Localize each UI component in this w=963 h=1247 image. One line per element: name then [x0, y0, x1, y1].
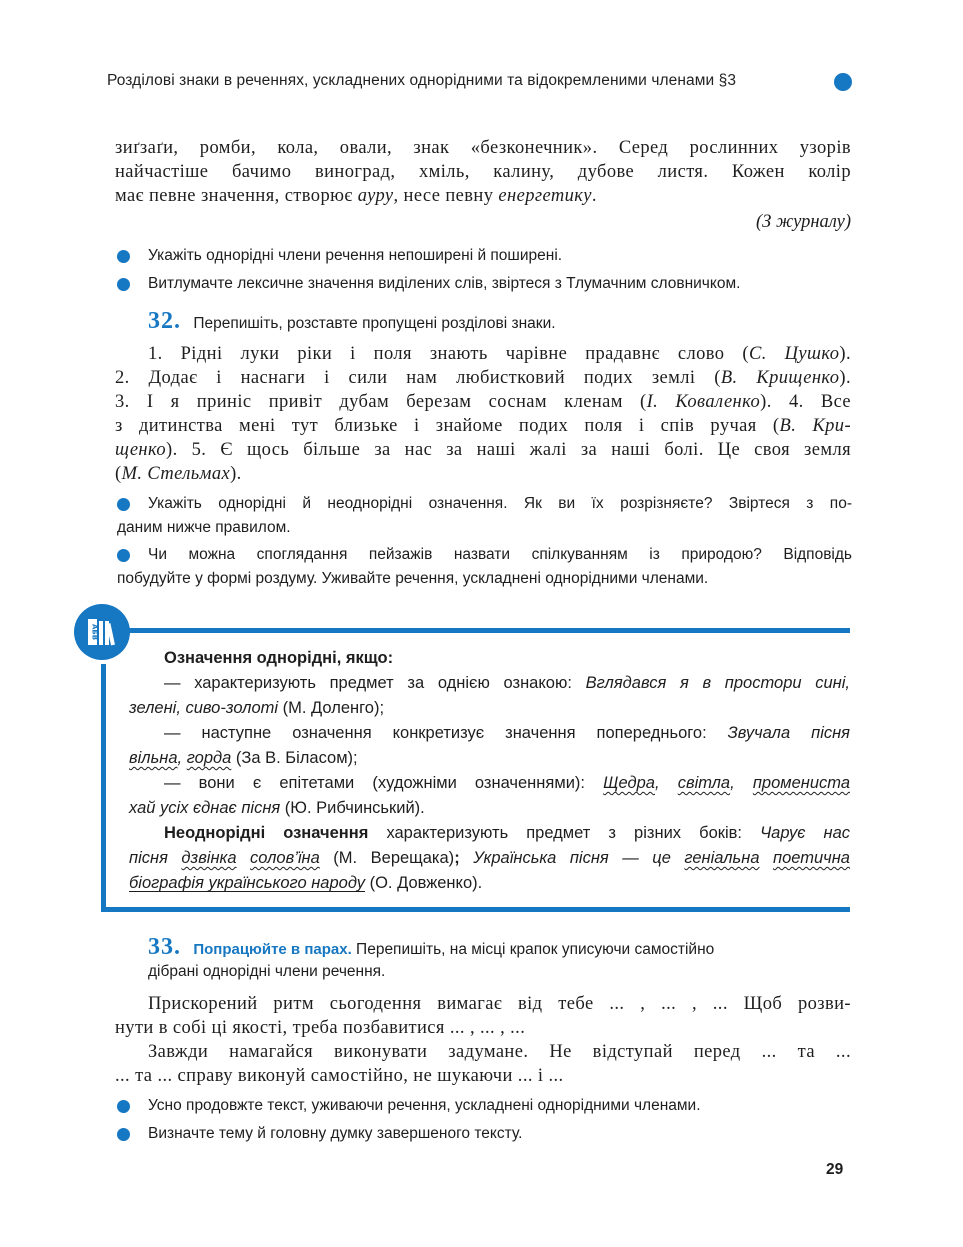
exercise-32-text — [115, 342, 851, 486]
task-line: Укажіть однорідні й неоднорідні означення. Як ви їх розрізняєте? Звіртеся з по- — [148, 495, 852, 512]
ex33-line-4: ... та ... справу виконуй самостійно, не шукаючи ... і ... — [115, 1066, 564, 1086]
rule-term: Неоднорідні означення — [164, 824, 369, 842]
ex-text: ( — [115, 464, 122, 484]
exercise-instruction: Перепишіть, на місці крапок уписуючи самостійно — [351, 941, 715, 958]
author-name: В. Крищенко — [720, 368, 840, 388]
header-marker-dot — [834, 73, 852, 91]
rule-example: Вглядався я в простори сині, — [585, 674, 850, 692]
ex-text: ). — [839, 344, 851, 364]
ex32-line-1 — [115, 342, 851, 366]
rule-text: характеризують предмет з різних боків: — [368, 824, 761, 842]
intro-line-3 — [115, 184, 851, 208]
rule-example: , — [655, 774, 678, 792]
task-line: побудуйте у формі роздуму. Уживайте речення, ускладнені однорідними членами. — [117, 570, 709, 587]
task-text: Визначте тему й головну думку завершеного тексту. — [148, 1125, 523, 1142]
rule-author: (Ю. Рибчинський). — [280, 799, 425, 817]
rule-line-8 — [129, 846, 850, 871]
task-text: Укажіть однорідні члени речення непоширені й поширені. — [148, 247, 563, 264]
ex33-line-2: нути в собі ці якості, треба позбавитися ... , ... , ... — [115, 1018, 526, 1038]
rule-example-underlined: світла — [677, 774, 731, 792]
bullet-icon — [117, 498, 130, 511]
rule-line-7 — [129, 821, 850, 846]
ex-text: ). — [839, 368, 851, 388]
rule-example: зелені, сиво-золоті — [129, 699, 279, 717]
author-name: С. Цушко — [748, 344, 840, 364]
rule-example: хай усіх єднає пісня — [129, 799, 281, 817]
rule-line-4 — [129, 746, 850, 771]
task-item — [117, 272, 852, 296]
rule-author: (О. Довженко). — [365, 874, 483, 892]
rule-example — [237, 849, 251, 867]
page-number: 29 — [826, 1161, 844, 1178]
exercise-33-heading — [148, 934, 714, 961]
exercise-number: 33. — [148, 934, 181, 960]
rule-example-underlined: промениста — [752, 774, 851, 792]
rule-example: Чарує нас — [760, 824, 850, 842]
rule-author: (М. Верещака) — [319, 849, 455, 867]
intro-line-1: зиґзаґи, ромби, кола, овали, знак «безконечник». Серед рослинних узорів — [115, 138, 851, 158]
bullet-icon — [117, 549, 130, 562]
bullet-icon — [117, 250, 130, 263]
rule-box-top-border — [125, 628, 850, 633]
ex32-line-2 — [115, 366, 851, 390]
intro-text: , несе певну — [393, 186, 499, 206]
intro-text: має певне значення, створює — [115, 186, 358, 206]
rule-example-underlined: солов’їна — [250, 849, 320, 867]
author-name: В. Кри- — [779, 416, 852, 436]
task-line: даним нижче правилом. — [117, 519, 291, 536]
pair-work-label: Попрацюйте в парах. — [193, 941, 352, 958]
rule-line-2 — [129, 696, 850, 721]
rule-example-underlined: горда — [186, 749, 232, 767]
bullet-icon — [117, 278, 130, 291]
rule-line-6 — [129, 796, 850, 821]
books-rule-icon — [74, 604, 130, 660]
task-text — [117, 543, 852, 591]
rule-text: — характеризують предмет за однією ознакою: — [164, 674, 586, 692]
exercise-32-heading — [148, 308, 556, 335]
running-header: Розділові знаки в реченнях, ускладнених однорідними та відокремленими членами §3 — [107, 72, 737, 89]
rule-author: (За В. Біласом); — [231, 749, 358, 767]
task-line: Чи можна споглядання пейзажів назвати спілкуванням із природою? Відповідь — [148, 546, 852, 563]
ex32-line-4 — [115, 414, 851, 438]
bullet-icon — [117, 1100, 130, 1113]
task-item — [117, 244, 852, 268]
rule-example-underlined: вільна — [129, 749, 178, 767]
intro-paragraph — [115, 136, 851, 208]
rule-line-9 — [129, 871, 850, 896]
intro-line-2: найчастіше бачимо виноград, хміль, калину, дубове листя. Кожен колір — [115, 162, 851, 182]
rule-text: — вони є епітетами (художніми означеннями): — [164, 774, 604, 792]
rule-example-underlined: дзвінка — [181, 849, 237, 867]
ex-text: ). — [230, 464, 242, 484]
task-text: Витлумачте лексичне значення виділених слів, звіртеся з Тлумачним словничком. — [148, 275, 741, 292]
bullet-icon — [117, 1128, 130, 1141]
rule-example-underlined: біографія українського народу — [129, 874, 366, 892]
ex-text: 1. Рідні луки ріки і поля знають чарівне прадавнє слово ( — [148, 344, 749, 364]
exercise-instruction-cont: дібрані однорідні члени речення. — [148, 963, 386, 980]
rule-example-underlined: геніальна — [684, 849, 760, 867]
rule-example-underlined: поетична — [773, 849, 850, 867]
author-name: М. Стельмах — [121, 464, 231, 484]
rule-line-5 — [129, 771, 850, 796]
rule-example: пісня — [129, 849, 182, 867]
task-item — [117, 543, 852, 591]
task-item — [117, 492, 852, 540]
rule-content — [129, 646, 850, 896]
ex-text: ). 4. Все — [760, 392, 852, 412]
highlighted-word-aura: ауру — [357, 186, 394, 206]
task-item — [117, 1122, 852, 1146]
ex-text: ). 5. Є щось більше за нас за наші жалі за наші болі. Це своя земля — [166, 440, 851, 460]
rule-example — [760, 849, 774, 867]
rule-example: Українська пісня — це — [459, 849, 685, 867]
rule-line-3 — [129, 721, 850, 746]
rule-title: Означення однорідні, якщо: — [164, 649, 394, 667]
rule-example-underlined: Щедра — [603, 774, 655, 792]
task-text: Усно продовжте текст, уживаючи речення, ускладнені однорідними членами. — [148, 1097, 701, 1114]
intro-text: . — [591, 186, 597, 206]
ex32-line-5 — [115, 438, 851, 462]
rule-box-bottom-border — [101, 907, 850, 912]
ex-text: з дитинства мені тут близьке і знайоме подих поля і спів ручая ( — [115, 416, 780, 436]
ex32-line-3 — [115, 390, 851, 414]
author-name: щенко — [115, 440, 167, 460]
exercise-instruction: Перепишіть, розставте пропущені розділові знаки. — [193, 315, 556, 332]
rule-line-1 — [129, 671, 850, 696]
exercise-number: 32. — [148, 308, 181, 334]
rule-text: — наступне означення конкретизує значення попереднього: — [164, 724, 728, 742]
exercise-33-text — [115, 992, 851, 1088]
ex33-line-1: Прискорений ритм сьогодення вимагає від тебе ... , ... , ... Щоб розви- — [148, 994, 851, 1014]
task-item — [117, 1094, 852, 1118]
source-citation: (З журналу) — [756, 212, 851, 232]
ex-text: 2. Додає і наснаги і сили нам любистковий подих землі ( — [115, 368, 721, 388]
author-name: І. Коваленко — [646, 392, 761, 412]
ex32-line-6 — [115, 462, 851, 486]
rule-box-left-border — [101, 664, 106, 912]
rule-example: Звучала пісня — [727, 724, 850, 742]
rule-author: (М. Доленго); — [278, 699, 385, 717]
rule-example: , — [177, 749, 187, 767]
task-text — [117, 492, 852, 540]
rule-example: , — [730, 774, 753, 792]
ex-text: 3. І я приніс привіт дубам березам соснам кленам ( — [115, 392, 647, 412]
rule-text: ; — [454, 849, 460, 867]
rule-icon-letters: АБВ — [90, 623, 99, 641]
highlighted-word-energetyka: енергетику — [498, 186, 592, 206]
ex33-line-3: Завжди намагайся виконувати задумане. Не відступай перед ... та ... — [148, 1042, 851, 1062]
